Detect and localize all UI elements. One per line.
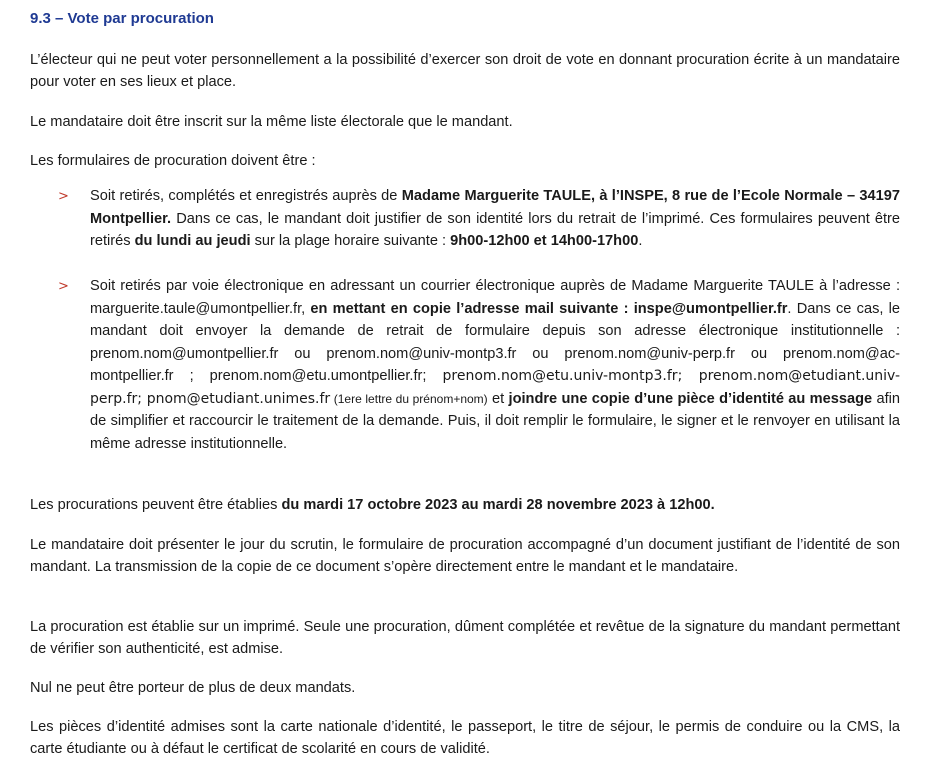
- list-item-2-text: . Dans ce cas, le mandant doit envoyer la demande de retrait de formulaire depuis son adresse électronique institutionnelle : prenom.nom@umontpellier.fr ou prenom.nom@univ-montp3.fr ou prenom.nom@univ-perp.fr ou prenom.nom@ac-montpellier.fr ; prenom.nom@etu.umontpellier.fr;: [90, 300, 901, 384]
- paragraph-5: Le mandataire doit présenter le jour du scrutin, le formulaire de procuration accompagné d’un document justifiant de l’identité de son mandant. La transmission de la copie de ce document s’opère directement entre le mandant et le mandataire.: [30, 537, 900, 575]
- list-item-2-addresses: prenom.nom@etu.univ-montp3.fr; prenom.nom@etudiant.univ-perp.fr; pnom@etudiant.unimes.fr: [90, 368, 901, 407]
- list-item-1-text: Dans ce cas, le mandant doit justifier de son identité lors du retrait de l’imprimé. Ces formulaires peuvent être retirés: [90, 210, 900, 249]
- paragraph-4: [30, 494, 900, 516]
- list-item-2-note: (1ere lettre du prénom+nom): [330, 391, 488, 406]
- paragraph-1: L’électeur qui ne peut voter personnellement a la possibilité d’exercer son droit de vote en donnant procuration écrite à un mandataire pour voter en ses lieux et place.: [30, 52, 900, 90]
- paragraph-2: Le mandataire doit être inscrit sur la même liste électorale que le mandant.: [30, 114, 513, 130]
- list-item-2-cc-address: en mettant en copie l’adresse mail suivante : inspe@umontpellier.fr: [310, 300, 788, 317]
- paragraph-6: La procuration est établie sur un imprimé. Seule une procuration, dûment complétée et revêtue de la signature du mandant permettant de vérifier son authenticité, est admise.: [30, 619, 900, 657]
- bullet-icon: >: [58, 279, 69, 294]
- list-item-2: [90, 275, 900, 455]
- bullet-icon: >: [58, 189, 69, 204]
- paragraph-7: Nul ne peut être porteur de plus de deux mandats.: [30, 680, 356, 696]
- list-item-1-text: Soit retirés, complétés et enregistrés auprès de: [90, 188, 402, 204]
- paragraph-8: Les pièces d’identité admises sont la carte nationale d’identité, le passeport, le titre de séjour, le permis de conduire ou la CMS, la carte étudiante ou à défaut le certificat de scolarité en cours de validité.: [30, 719, 900, 757]
- paragraph-3: Les formulaires de procuration doivent être :: [30, 153, 316, 169]
- paragraph-4-text: Les procurations peuvent être établies: [30, 497, 282, 513]
- list-item-2-text: Soit retirés par voie électronique en adressant un courrier électronique auprès de Madame Marguerite TAULE à l’adresse : marguerite.taule@umontpellier.fr,: [90, 278, 900, 317]
- list-item-1-days: du lundi au jeudi: [134, 233, 251, 249]
- list-item-1-hours: 9h00-12h00 et 14h00-17h00: [450, 233, 639, 249]
- section-heading: 9.3 – Vote par procuration: [30, 10, 214, 27]
- list-item-1-text: .: [638, 233, 643, 249]
- paragraph-4-dates: du mardi 17 octobre 2023 au mardi 28 novembre 2023 à 12h00.: [281, 497, 715, 513]
- list-item-1: [90, 185, 900, 253]
- list-item-2-attach: joindre une copie d’une pièce d’identité au message: [508, 390, 873, 407]
- list-item-2-text: afin de simplifier et raccourcir le traitement de la demande. Puis, il doit remplir le formulaire, le signer et le renvoyer en utilisant la même adresse institutionnelle.: [90, 390, 901, 452]
- list-item-1-address: Madame Marguerite TAULE, à l’INSPE, 8 rue de l’Ecole Normale – 34197 Montpellier.: [90, 188, 900, 227]
- list-item-2-text: et: [487, 390, 509, 407]
- list-item-1-text: sur la plage horaire suivante :: [250, 233, 451, 249]
